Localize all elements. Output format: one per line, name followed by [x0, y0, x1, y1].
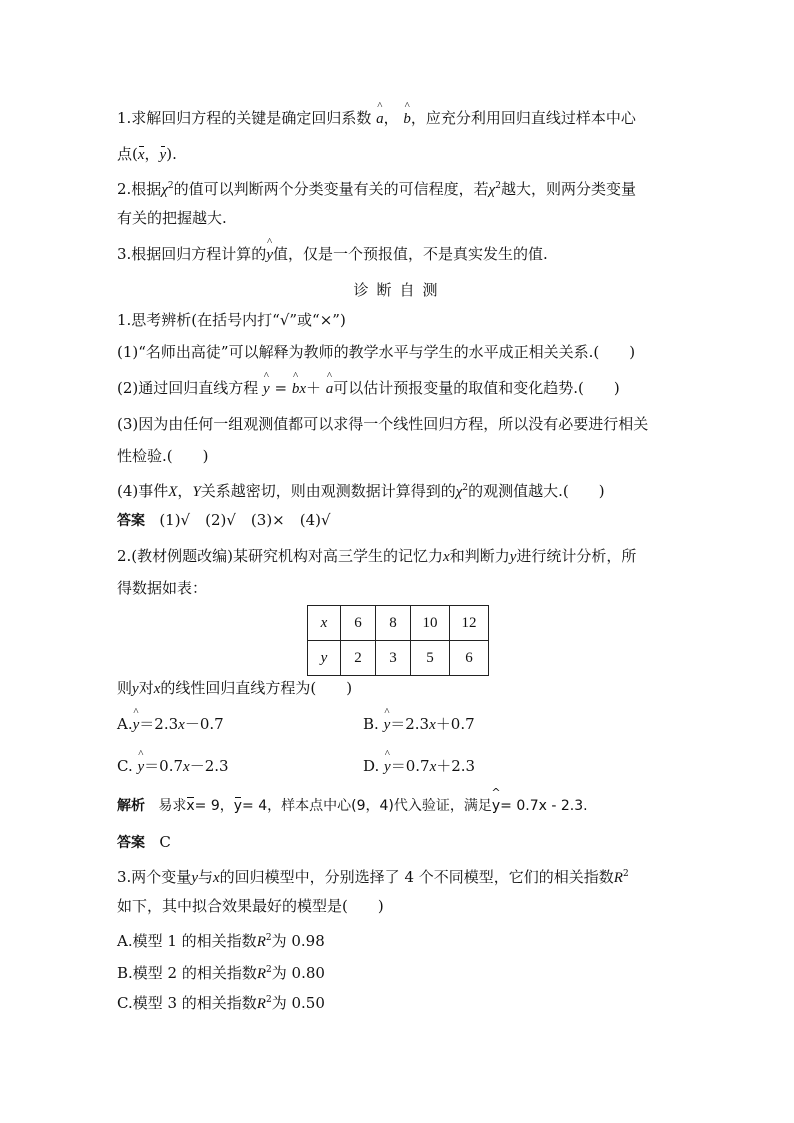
table-header-x: x [308, 606, 341, 641]
superscript: 2 [462, 483, 469, 493]
table-header-y: y [308, 641, 341, 676]
option-label: C. [117, 757, 133, 775]
y-hat: ^ y [492, 796, 500, 816]
note-text: 3.根据回归方程计算的 [117, 245, 267, 263]
y-hat: ^ y [133, 715, 140, 735]
item-text: 的观测值越大.( ) [468, 482, 605, 500]
item-text: 可以估计预报变量的取值和变化趋势.( ) [333, 379, 620, 397]
option-text: ＝2.3 [139, 715, 179, 733]
y-hat: ^ y [138, 757, 145, 777]
item-text: ， [177, 482, 193, 500]
option-text: －0.7 [184, 715, 224, 733]
var-y: y [191, 870, 198, 886]
option-label: A. [117, 715, 133, 733]
option-label: D. [363, 757, 380, 775]
q3-stem-line-2: 如下，其中拟合效果最好的模型是( ) [117, 897, 384, 915]
superscript: 2 [266, 965, 272, 975]
option-text: ＝2.3 [390, 715, 430, 733]
chi-symbol: χ [161, 182, 168, 198]
y-hat: ^ y [263, 379, 270, 399]
solution-text: = 0.7x - 2.3. [500, 798, 588, 814]
q3-option-b [117, 960, 325, 984]
item-text: (4)事件 [117, 482, 169, 500]
y-bar: y [159, 147, 167, 163]
stem-text: 与 [197, 868, 213, 886]
q1-item-3-line-2: 性检验.( ) [117, 447, 209, 465]
option-c [117, 756, 229, 777]
stem-text: 和判断力 [449, 547, 510, 565]
ask-text: 的线性回归直线方程为( ) [160, 679, 353, 697]
var-R: R [256, 966, 267, 982]
superscript: 2 [495, 181, 502, 191]
table-cell: 6 [450, 641, 489, 676]
y-hat: ^ y [266, 245, 273, 265]
var-x: x [153, 681, 161, 697]
q2-stem-line-1 [117, 546, 636, 567]
superscript: 2 [622, 869, 629, 879]
note-text: 的值可以判断两个分类变量有关的可信程度，若 [173, 180, 489, 198]
a-hat: ^ a [326, 379, 334, 399]
note-text: 有关的把握越大. [117, 209, 227, 227]
superscript: 2 [265, 933, 272, 943]
var-x: x [443, 549, 450, 565]
option-text: C.模型 3 的相关指数 [117, 994, 257, 1012]
var-R: R [256, 934, 266, 950]
coef-b-hat: ^ b [403, 109, 411, 129]
option-a [117, 714, 224, 735]
var-R: R [256, 996, 266, 1012]
option-text: B.模型 2 的相关指数 [117, 964, 257, 982]
table-cell: 10 [411, 606, 450, 641]
note-1-line-2 [117, 144, 177, 165]
note-text: 值，仅是一个预报值，不是真实发生的值. [272, 245, 548, 263]
note-text: 2.根据 [117, 180, 162, 198]
option-text: 为 0.50 [271, 994, 325, 1012]
q3-stem-line-1 [117, 864, 629, 888]
option-label: B. [363, 715, 379, 733]
note-text: ， [383, 109, 399, 127]
var-x: x [299, 381, 306, 397]
note-text: 1.求解回归方程的关键是确定回归系数 [117, 109, 372, 127]
section-title: 诊断自测 [353, 281, 446, 299]
var-x: x [178, 717, 185, 733]
option-text: A.模型 1 的相关指数 [117, 932, 257, 950]
q2-answer [117, 832, 171, 853]
table-row [308, 641, 489, 676]
q1-stem: 1.思考辨析(在括号内打“√”或“×”) [117, 311, 346, 329]
y-hat: ^ y [384, 757, 391, 777]
q2-stem-line-2: 得数据如表： [117, 579, 208, 597]
option-text: －2.3 [189, 757, 229, 775]
chi-symbol: χ [488, 182, 496, 198]
option-text: ＝0.7 [390, 757, 430, 775]
var-Y: Y [192, 484, 201, 500]
equals: = [269, 379, 292, 397]
option-text: ＋2.3 [436, 757, 476, 775]
note-2-line-2 [117, 208, 227, 228]
table-cell: 12 [450, 606, 489, 641]
superscript: 2 [265, 995, 272, 1005]
note-text: ). [166, 145, 177, 163]
data-table [307, 605, 489, 676]
q1-item-3-line-1: (3)因为由任何一组观测值都可以求得一个线性回归方程，所以没有必要进行相关 [117, 415, 649, 433]
plus: ＋ [305, 379, 326, 397]
stem-text: 2.(教材例题改编)某研究机构对高三学生的记忆力 [117, 547, 444, 565]
note-text: ， [144, 145, 160, 163]
q1-item-4 [117, 478, 605, 502]
q1-item-2 [117, 378, 620, 399]
q2-ask [117, 678, 352, 699]
x-bar: x [186, 798, 195, 814]
answer-label: 答案 [117, 513, 145, 529]
ask-text: 对 [138, 679, 154, 697]
stem-text: 进行统计分析，所 [516, 547, 637, 565]
var-y: y [132, 681, 139, 697]
answer-label: 答案 [117, 835, 145, 851]
table-cell: 3 [376, 641, 411, 676]
table-cell: 8 [376, 606, 411, 641]
answer-text: (1)√ (2)√ (3)× (4)√ [159, 511, 331, 529]
option-text: ＝0.7 [144, 757, 184, 775]
option-text: ＋0.7 [435, 715, 475, 733]
stem-text: 3.两个变量 [117, 868, 192, 886]
y-hat: ^ y [384, 715, 391, 735]
note-text: ，应充分利用回归直线过样本中心 [410, 109, 636, 127]
table-cell: 2 [341, 641, 376, 676]
var-x: x [213, 870, 220, 886]
b-hat: ^ b [292, 379, 300, 399]
chi-symbol: χ [455, 484, 463, 500]
table-cell: 5 [411, 641, 450, 676]
note-2-line-1 [117, 176, 636, 200]
option-b [363, 714, 475, 735]
item-text: (2)通过回归直线方程 [117, 379, 259, 397]
var-R: R [613, 870, 623, 886]
superscript: 2 [167, 181, 174, 191]
q3-option-c [117, 990, 325, 1014]
item-text: 关系越密切，则由观测数据计算得到的 [200, 482, 456, 500]
solution-text: = 4，样本点中心(9，4)代入验证，满足 [242, 798, 492, 814]
q1-item-1: (1)“名师出高徒”可以解释为教师的教学水平与学生的水平成正相关关系.( ) [117, 343, 636, 361]
table-row [308, 606, 489, 641]
note-1-line-1 [117, 108, 636, 129]
option-text: 为 0.80 [271, 964, 325, 982]
var-X: X [168, 484, 178, 500]
solution-text: = 9， [194, 798, 234, 814]
note-text: 点( [117, 145, 138, 163]
q1-answer [117, 510, 331, 531]
table-cell: 6 [341, 606, 376, 641]
coef-a-hat: ^ a [376, 109, 384, 129]
q2-solution [117, 796, 588, 816]
answer-text: C [159, 833, 171, 851]
y-bar: y [233, 798, 243, 814]
q3-option-a [117, 928, 325, 952]
note-3-line [117, 244, 548, 265]
option-d [363, 756, 475, 777]
note-text: 越大，则两分类变量 [501, 180, 637, 198]
var-x: x [183, 759, 190, 775]
var-y: y [509, 549, 517, 565]
solution-text: 易求 [158, 798, 187, 814]
ask-text: 则 [117, 679, 133, 697]
solution-label: 解析 [117, 798, 145, 814]
option-text: 为 0.98 [271, 932, 325, 950]
stem-text: 的回归模型中，分别选择了 4 个不同模型，它们的相关指数 [219, 868, 614, 886]
var-x: x [429, 717, 436, 733]
x-bar: x [137, 147, 145, 163]
var-x: x [429, 759, 437, 775]
